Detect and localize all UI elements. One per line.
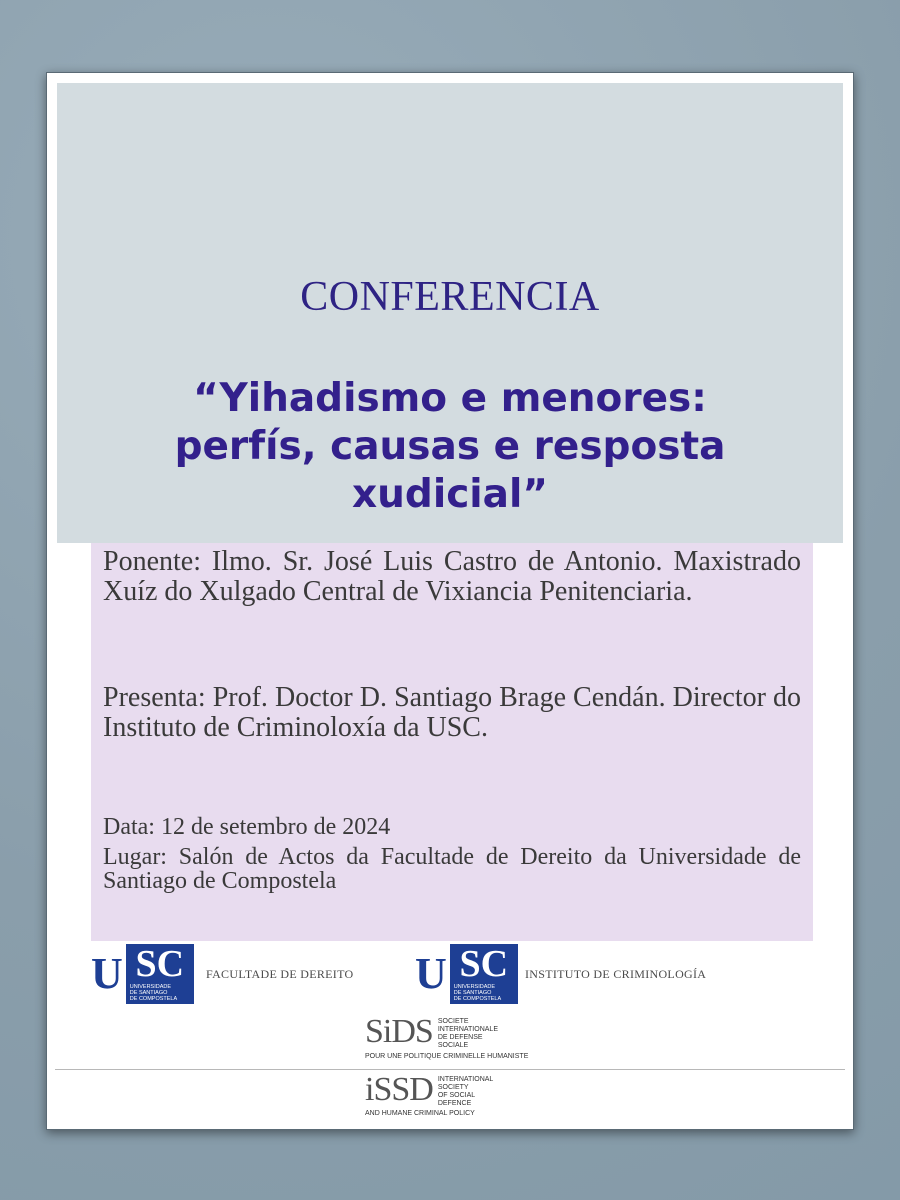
usc-logo-u: U [91, 949, 123, 998]
faculty-logo [91, 943, 391, 1005]
details-panel [91, 543, 813, 941]
talk-title-line: xudicial” [351, 472, 548, 517]
talk-title-line: perfís, causas e resposta [174, 424, 726, 469]
presenter-text: Presenta: Prof. Doctor D. Santiago Brage Cendán. Director do Instituto de Criminoloxía da USC. [103, 682, 801, 743]
issd-logo [365, 1073, 508, 1123]
faculty-caption: FACULTADE DE DEREITO [206, 967, 354, 981]
issd-mark: iSSD [365, 1071, 433, 1108]
usc-logo-box [450, 944, 518, 1004]
institute-caption: INSTITUTO DE CRIMINOLOGÍA [525, 967, 707, 981]
usc-logo-u: U [415, 949, 447, 998]
sids-tagline: POUR UNE POLITIQUE CRIMINELLE HUMANISTE [365, 1053, 529, 1060]
issd-tagline: AND HUMANE CRIMINAL POLICY [365, 1110, 475, 1117]
sids-name: SOCIETE INTERNATIONALE DE DEFENSE SOCIALE [437, 1018, 498, 1049]
talk-title-line: “Yihadismo e menores: [193, 376, 707, 421]
conference-heading: CONFERENCIA [300, 274, 600, 320]
usc-logo-sc: SC [135, 943, 185, 985]
usc-logo-subtitle: DE SANTIAGO [129, 990, 168, 996]
usc-logo-subtitle: DE SANTIAGO [453, 990, 492, 996]
usc-logo-sc: SC [459, 943, 509, 985]
usc-logo-subtitle: DE COMPOSTELA [453, 996, 502, 1002]
issd-name: INTERNATIONAL SOCIETY OF SOCIAL DEFENCE [437, 1076, 494, 1107]
talk-title [97, 375, 803, 519]
institute-logo [415, 943, 745, 1005]
sids-mark: SiDS [365, 1013, 433, 1050]
sids-logo [365, 1013, 529, 1065]
usc-logo-subtitle: UNIVERSIDADE [453, 984, 496, 990]
place-text: Lugar: Salón de Actos da Facultade de Dereito da Universidade de Santiago de Compostela [103, 844, 801, 894]
usc-logo-box [126, 944, 194, 1004]
poster-card [46, 72, 854, 1130]
usc-logo-subtitle: DE COMPOSTELA [129, 996, 178, 1002]
divider-line [55, 1069, 845, 1070]
usc-logo-subtitle: UNIVERSIDADE [129, 984, 172, 990]
date-text: Data: 12 de setembro de 2024 [103, 814, 391, 840]
speaker-text: Ponente: Ilmo. Sr. José Luis Castro de Antonio. Maxistrado Xuíz do Xulgado Central de Vixiancia Penitenciaria. [103, 546, 801, 607]
title-panel [57, 83, 843, 543]
